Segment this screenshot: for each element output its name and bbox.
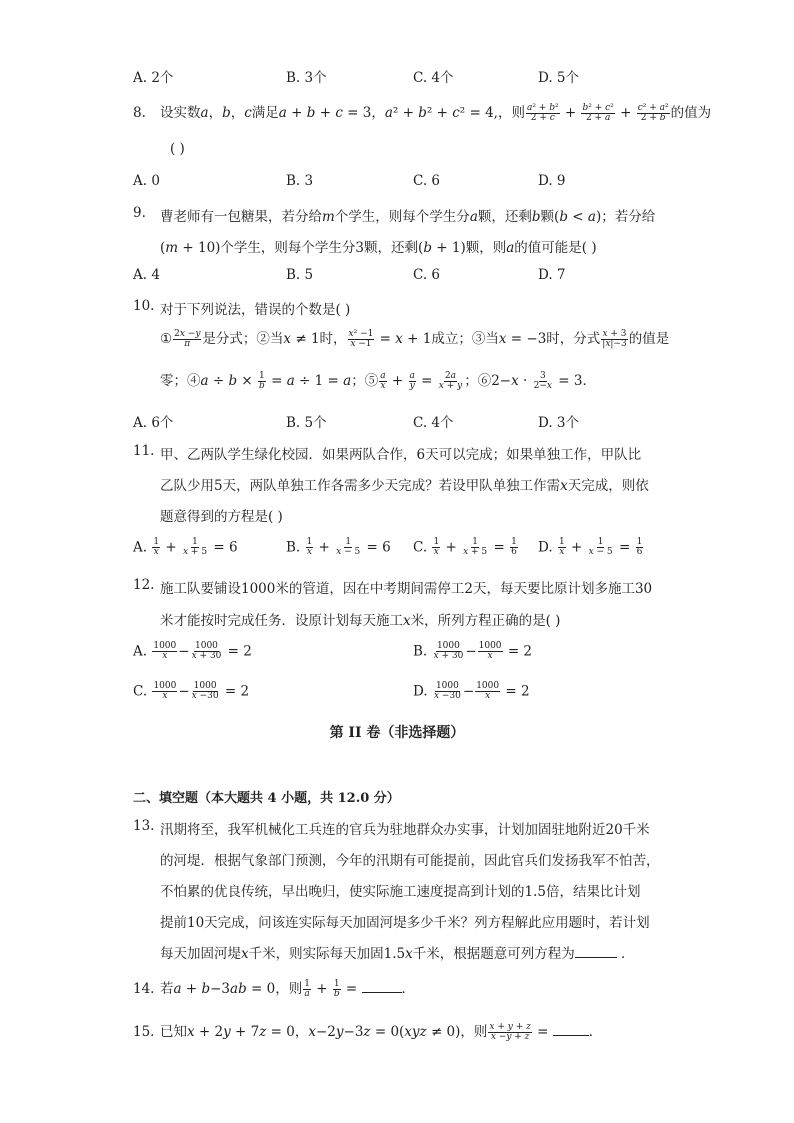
q7-option-b: B. 3个 (286, 70, 327, 86)
question-number: 15. (133, 1024, 155, 1040)
question-number: 14. (133, 981, 155, 997)
question-number: 11. (133, 443, 155, 459)
section-title: 第 II 卷（非选择题） (329, 725, 465, 741)
question-stem-line-5: 每天加固河堤x千米，则实际每天加固1.5x千米，根据题意可列方程为 ． (160, 946, 635, 962)
q9-option-c: C. 6 (413, 267, 441, 283)
q8-option-b: B. 3 (286, 173, 314, 189)
q9-option-a: A. 4 (133, 267, 160, 283)
question-number: 10. (133, 298, 155, 314)
q11-option-d: D. $\frac{1}{x}$ + $\frac{1}{x - 5}$ = $\frac{1}{6}$ (538, 537, 643, 558)
q10-option-c: C. 4个 (413, 415, 454, 431)
q8-option-d: D. 9 (538, 173, 566, 189)
q11-option-b: B. $\frac{1}{x}$ + $\frac{1}{x - 5}$ = 6 (286, 537, 391, 558)
q10-option-b: B. 5个 (286, 415, 327, 431)
question-stem-line-2: 的河堤．根据气象部门预测，今年的汛期有可能提前，因此官兵们发扬我军不怕苦， (160, 853, 660, 869)
q11-option-a: A. $\frac{1}{x}$ + $\frac{1}{x + 5}$ = 6 (133, 537, 238, 558)
question-stem-line-4: 提前10天完成，问该连实际每天加固河堤多少千米？列方程解此应用题时，若计划 (160, 915, 650, 931)
q7-option-d: D. 5个 (538, 70, 580, 86)
question-stem-line-2: 米才能按时完成任务．设原计划每天施工x米，所列方程正确的是( ) (160, 613, 561, 629)
question-number: 9. (133, 205, 146, 221)
question-stem-line-3: 不怕累的优良传统，早出晚归，使实际施工速度提高到计划的1.5倍，结果比计划 (160, 884, 641, 900)
question-stem-line-1: 曹老师有一包糖果，若分给m个学生，则每个学生分a颗，还剩b颗(b < a)；若分给 (160, 209, 656, 225)
q7-option-c: C. 4个 (413, 70, 454, 86)
answer-blank[interactable] (362, 980, 402, 993)
question-stem-line-1: 施工队要铺设1000米的管道，因在中考期间需停工2天，每天要比原计划多施工30 (160, 581, 653, 597)
q12-option-c: C. $\frac{1000}{x}$ − $\frac{1000}{x -30}$ = 2 (133, 681, 250, 702)
question-number: 13. (133, 818, 155, 834)
q10-option-a: A. 6个 (133, 415, 174, 431)
q7-option-a: A. 2个 (133, 70, 174, 86)
answer-blank[interactable] (575, 945, 617, 958)
question-stem-line-2: 乙队少用5天，两队单独工作各需多少天完成？若设甲队单独工作需x天完成，则依 (160, 478, 649, 494)
q12-option-a: A. $\frac{1000}{x}$ − $\frac{1000}{x + 30}$ = 2 (133, 641, 252, 662)
question-stem: 已知x + 2y + 7z = 0，x−2y−3z = 0(xyz ≠ 0)，则 $\frac{x + y + z}{x -y + z}$ = ． (160, 1021, 603, 1042)
question-stem: 若a + b−3ab = 0，则 $\frac{1}{a}$ + $\frac{1}{b}$ = ． (160, 978, 416, 999)
statements-line-1: ① $\frac{2x -y}{\pi}$ 是分式；②当x ≠ 1时， $\frac{\text{x² −1}}{x -1}$ = x + 1成立；③当x = −3时，分式 $\frac{x + 3}{|x|-3}$ 的值是 (160, 328, 670, 349)
statements-line-2: 零；④a ÷ b × $\frac{1}{b}$ = a ÷ 1 = a；⑤ $\frac{a}{x}$ + $\frac{a}{y}$ = $\frac{2a}{x + y}$ ；⑥2−x · $\frac{3}{2-x}$ = 3． (160, 370, 596, 391)
q12-option-b: B. $\frac{1000}{x + 30}$ − $\frac{1000}{x}$ = 2 (413, 641, 533, 662)
question-stem: 设实数a，b，c满足a + b + c = 3，a² + b² + c² = 4,，则 $\frac{\text{a² + b²}}{2 + c}$ + $\frac{\text{b² + c²}}{2 + a}$ + $\frac{\text{c² + a²}}{2 + b}$ 的值为 (160, 102, 712, 123)
question-stem: 对于下列说法，错误的个数是( ) (160, 302, 351, 318)
q11-option-c: C. $\frac{1}{x}$ + $\frac{1}{x + 5}$ = $\frac{1}{6}$ (413, 537, 517, 558)
answer-blank[interactable] (553, 1023, 589, 1036)
q9-option-b: B. 5 (286, 267, 314, 283)
question-stem-line-1: 汛期将至，我军机械化工兵连的官兵为驻地群众办实事，计划加固驻地附近20千米 (160, 822, 650, 838)
question-number: 12. (133, 577, 155, 593)
section-heading: 二、填空题（本大题共 4 小题，共 12.0 分） (133, 791, 400, 806)
q10-option-d: D. 3个 (538, 415, 580, 431)
question-stem-line-1: 甲、乙两队学生绿化校园．如果两队合作，6天可以完成；如果单独工作，甲队比 (160, 447, 642, 463)
question-number: 8. (133, 105, 146, 121)
q8-option-c: C. 6 (413, 173, 441, 189)
q12-option-d: D. $\frac{1000}{x -30}$ − $\frac{1000}{x}$ = 2 (413, 681, 530, 702)
question-stem-line-3: 题意得到的方程是( ) (160, 509, 283, 525)
q8-option-a: A. 0 (133, 173, 160, 189)
q9-option-d: D. 7 (538, 267, 566, 283)
question-stem-line-2: (m + 10)个学生，则每个学生分3颗，还剩(b + 1)颗，则a的值可能是( ) (160, 240, 597, 256)
answer-bracket: ( ) (170, 141, 185, 157)
